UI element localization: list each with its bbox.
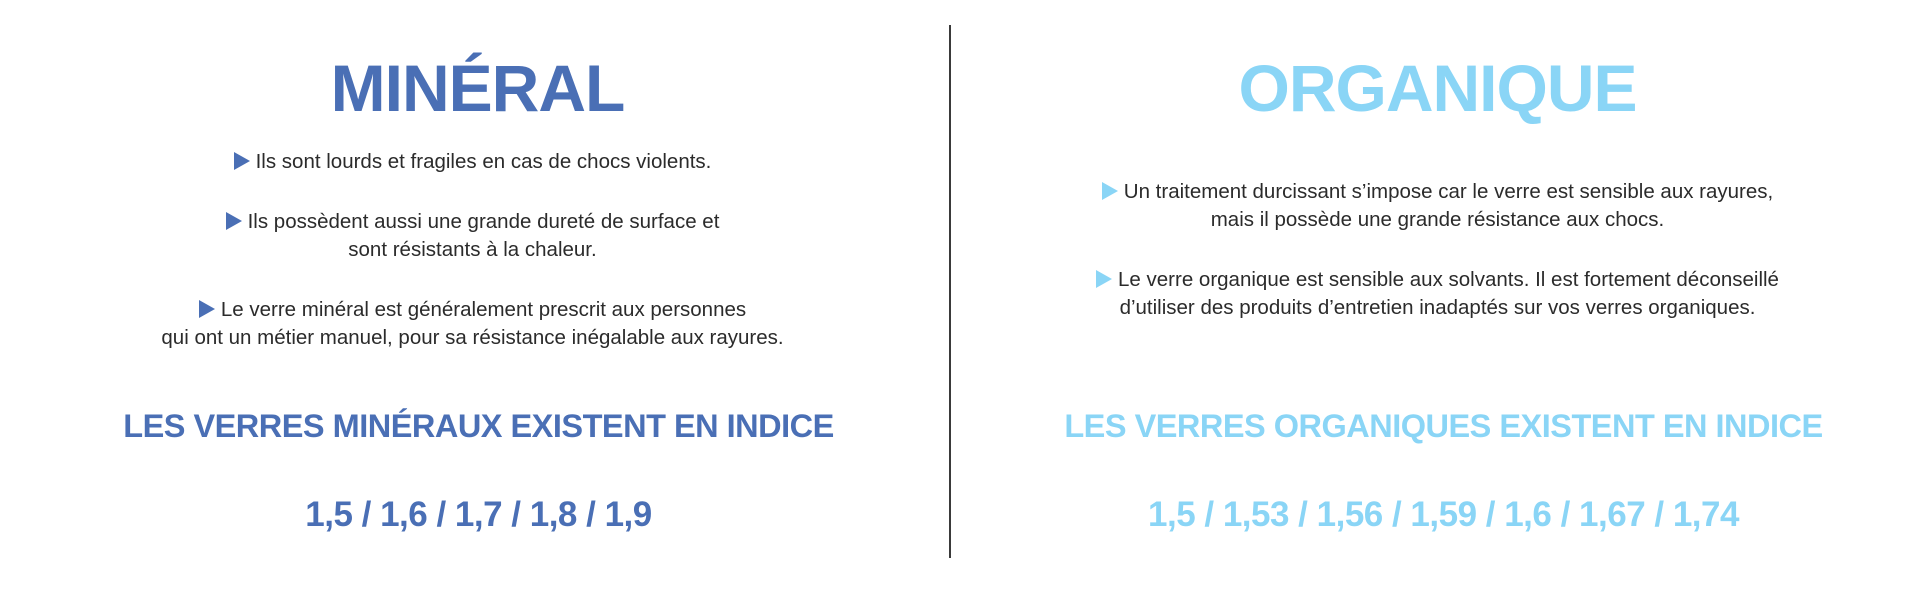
- bullet-text: sont résistants à la chaleur.: [348, 238, 597, 261]
- mineral-index-values: 1,5 / 1,6 / 1,7 / 1,8 / 1,9: [305, 495, 652, 534]
- triangle-bullet-icon: [226, 212, 242, 230]
- mineral-bullet-2: [0, 208, 945, 264]
- triangle-bullet-icon: [234, 152, 250, 170]
- bullet-text: Le verre organique est sensible aux solvants. Il est fortement déconseillé: [1118, 268, 1779, 291]
- mineral-bullet-3: [0, 296, 945, 352]
- organique-column: [955, 0, 1920, 609]
- organique-title: ORGANIQUE: [1238, 51, 1637, 125]
- bullet-text: mais il possède une grande résistance aux chocs.: [1210, 208, 1665, 231]
- triangle-bullet-icon: [1096, 270, 1112, 288]
- triangle-bullet-icon: [1102, 182, 1118, 200]
- bullet-text: d’utiliser des produits d’entretien inadaptés sur vos verres organiques.: [1119, 296, 1756, 319]
- mineral-index-heading: LES VERRES MINÉRAUX EXISTENT EN INDICE: [123, 408, 834, 444]
- bullet-text: Le verre minéral est généralement prescrit aux personnes: [220, 298, 747, 321]
- bullet-text: Un traitement durcissant s’impose car le verre est sensible aux rayures,: [1123, 180, 1774, 203]
- organique-bullet-list: [955, 178, 1920, 354]
- organique-index-values: 1,5 / 1,53 / 1,56 / 1,59 / 1,6 / 1,67 / 1,74: [1148, 495, 1739, 534]
- organique-bullet-1: [955, 178, 1920, 234]
- bullet-text: Ils possèdent aussi une grande dureté de surface et: [247, 210, 720, 233]
- organique-index-heading: LES VERRES ORGANIQUES EXISTENT EN INDICE: [1064, 408, 1823, 444]
- bullet-text: qui ont un métier manuel, pour sa résistance inégalable aux rayures.: [161, 326, 784, 349]
- organique-bullet-2: [955, 266, 1920, 322]
- bullet-text: Ils sont lourds et fragiles en cas de chocs violents.: [255, 150, 712, 173]
- triangle-bullet-icon: [199, 300, 215, 318]
- mineral-column: [0, 0, 945, 609]
- mineral-bullet-list: [0, 148, 945, 384]
- mineral-title: MINÉRAL: [330, 51, 625, 125]
- column-divider: [949, 25, 951, 558]
- mineral-bullet-1: [0, 148, 945, 176]
